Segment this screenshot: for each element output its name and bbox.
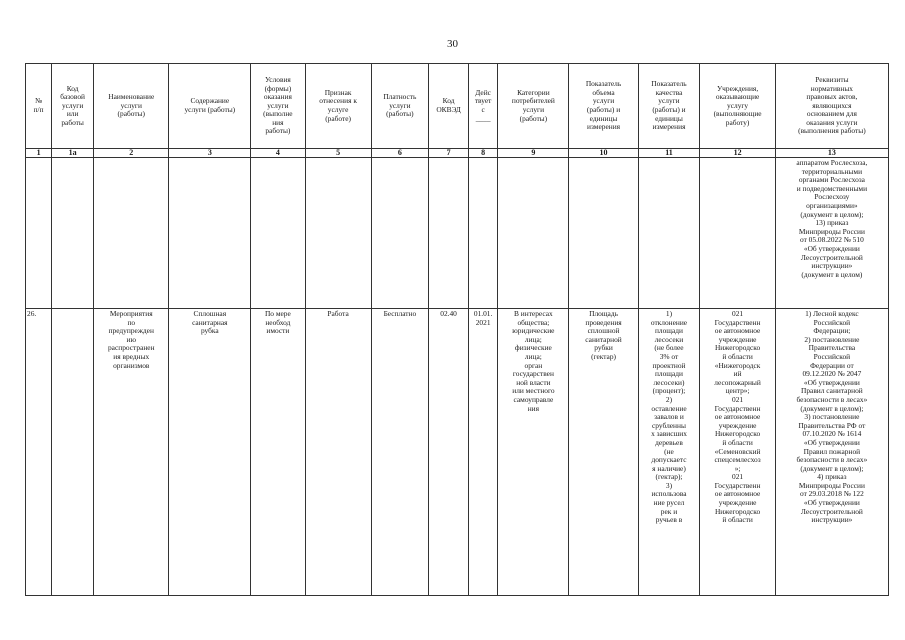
column-number: 3 <box>169 149 251 158</box>
name-cell: Мероприятия по предупрежден ию распространен ия вредных организмов <box>94 309 169 596</box>
quality-cell: 1) отклонение площади лесосеки (не более 3% от проектной площади лесосеки) (процент); 2) оставление завалов и срубленны х зависших деревьев (не допускаетс я наличие) (гектар); 3) использова ние русел рек и ручьев в <box>638 309 700 596</box>
header-acts: Реквизиты нормативных правовых актов, являющихся основанием для оказания услуги (выполнения работы) <box>775 64 888 149</box>
column-number: 7 <box>429 149 469 158</box>
table-row-26 <box>26 309 889 596</box>
content-cell: Сплошная санитарная рубка <box>169 309 251 596</box>
consumers-cell: В интересах общества; юридические лица; физические лица; орган государствен ной власти или местного самоуправле ния <box>498 309 569 596</box>
column-number-row <box>26 149 889 158</box>
payment-cell: Бесплатно <box>371 309 429 596</box>
row-number-cell: 26. <box>26 309 52 596</box>
sign-cell: Работа <box>305 309 371 596</box>
column-number: 10 <box>569 149 638 158</box>
header-okved: Код ОКВЭД <box>429 64 469 149</box>
column-number: 5 <box>305 149 371 158</box>
header-row <box>26 64 889 149</box>
services-table <box>25 63 889 596</box>
header-quality: Показатель качества услуги (работы) и единицы измерения <box>638 64 700 149</box>
header-consumers: Категории потребителей услуги (работы) <box>498 64 569 149</box>
institutions-cell: 021 Государственн ое автономное учреждение Нижегородско й области «Нижегородск ий лесопожарный центр»; 021 Государственн ое автономное учреждение Нижегородско й области «Семеновский спецсемлесхоз »; 021 Государственн ое автономное учреждение Нижегородско й области <box>700 309 775 596</box>
volume-cell: Площадь проведения сплошной санитарной рубки (гектар) <box>569 309 638 596</box>
column-number: 8 <box>468 149 497 158</box>
acts-cell: 1) Лесной кодекс Российской Федерации; 2) постановление Правительства Российской Федерации от 09.12.2020 № 2047 «Об утверждении Правил санитарной безопасности в лесах» (документ в целом); 3) постановление Правительства РФ от 07.10.2020 № 1614 «Об утверждении Правил пожарной безопасности в лесах» (документ в целом); 4) приказ Минприроды России от 29.03.2018 № 122 «Об утверждении Лесоустроительной инструкции» <box>775 309 888 596</box>
header-name: Наименование услуги (работы) <box>94 64 169 149</box>
header-payment: Платность услуги (работы) <box>371 64 429 149</box>
header-conditions: Условия (формы) оказания услуги (выполне ния работы) <box>251 64 305 149</box>
header-valid-from: Дейс твует с ____ <box>468 64 497 149</box>
column-number: 1а <box>52 149 94 158</box>
column-number: 12 <box>700 149 775 158</box>
column-number: 6 <box>371 149 429 158</box>
header-volume: Показатель объема услуги (работы) и единицы измерения <box>569 64 638 149</box>
conditions-cell: По мере необход имости <box>251 309 305 596</box>
header-content: Содержание услуги (работы) <box>169 64 251 149</box>
table-row-continuation <box>26 158 889 309</box>
header-num: № п/п <box>26 64 52 149</box>
header-institutions: Учреждения, оказывающие услугу (выполняющие работу) <box>700 64 775 149</box>
okved-cell: 02.40 <box>429 309 469 596</box>
column-number: 1 <box>26 149 52 158</box>
header-code: Код базовой услуги или работы <box>52 64 94 149</box>
header-sign: Признак отнесения к услуге (работе) <box>305 64 371 149</box>
column-number: 2 <box>94 149 169 158</box>
acts-continuation-cell: аппаратом Рослесхоза, территориальными органами Рослесхоза и подведомственными Рослесхозу организациями» (документ в целом); 13) приказ Минприроды России от 05.08.2022 № 510 «Об утверждении Лесоустроительной инструкции» (документ в целом) <box>775 158 888 309</box>
column-number: 9 <box>498 149 569 158</box>
column-number: 13 <box>775 149 888 158</box>
column-number: 4 <box>251 149 305 158</box>
code-cell <box>52 309 94 596</box>
valid-from-cell: 01.01. 2021 <box>468 309 497 596</box>
page-number: 30 <box>447 38 458 50</box>
column-number: 11 <box>638 149 700 158</box>
